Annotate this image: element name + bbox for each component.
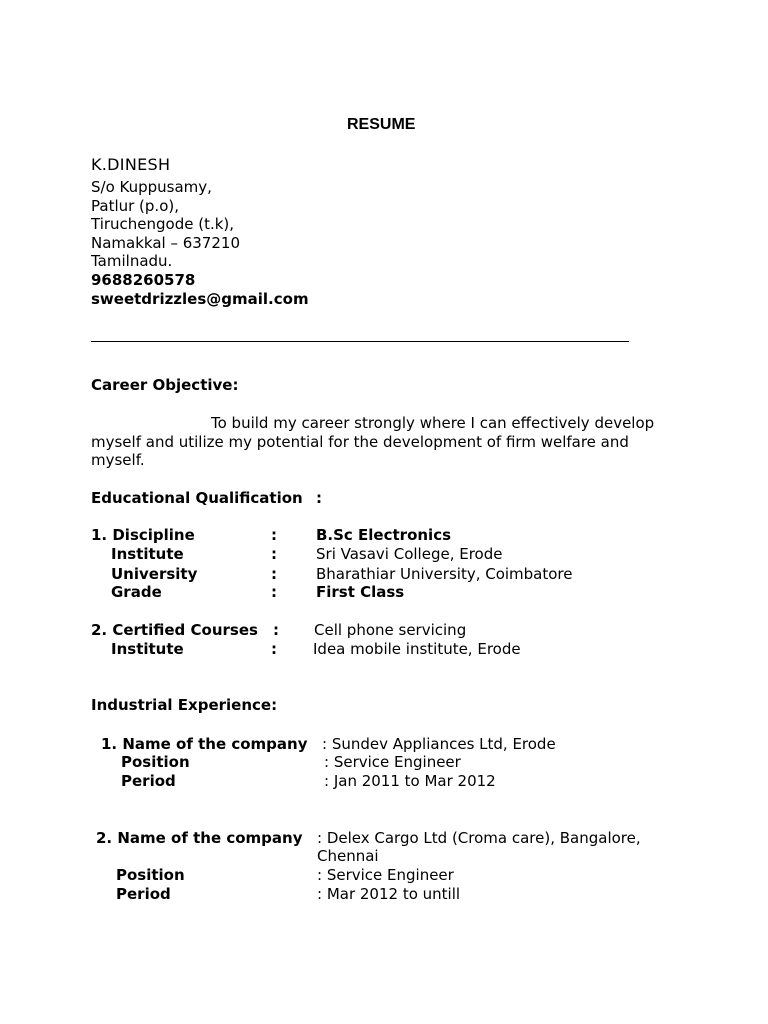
certified-courses-value: Cell phone servicing	[314, 621, 467, 639]
phone-number: 9688260578	[91, 271, 196, 289]
career-objective-heading: Career Objective:	[91, 376, 239, 394]
company-value-continued: Chennai	[317, 847, 379, 865]
position-label: Position	[116, 866, 185, 884]
address-line: Patlur (p.o),	[91, 197, 179, 215]
education-heading: Educational Qualification	[91, 489, 303, 507]
certified-courses-label: 2. Certified Courses	[91, 621, 258, 639]
position-value: : Service Engineer	[317, 866, 454, 884]
field-colon: :	[271, 565, 277, 583]
discipline-label: 1. Discipline	[91, 526, 195, 544]
period-label: Period	[116, 885, 171, 903]
institute-label: Institute	[111, 545, 184, 563]
education-heading-colon: :	[316, 489, 322, 507]
address-line: Tiruchengode (t.k),	[91, 215, 235, 233]
company-value: : Sundev Appliances Ltd, Erode	[322, 735, 556, 753]
address-line: S/o Kuppusamy,	[91, 178, 212, 196]
period-value: : Mar 2012 to untill	[317, 885, 461, 903]
company-label: 2. Name of the company	[96, 829, 303, 847]
experience-heading: Industrial Experience:	[91, 696, 278, 714]
position-value: : Service Engineer	[324, 753, 461, 771]
grade-value: First Class	[316, 583, 405, 601]
period-value: : Jan 2011 to Mar 2012	[324, 772, 496, 790]
email-address: sweetdrizzles@gmail.com	[91, 290, 309, 308]
field-colon: :	[271, 545, 277, 563]
objective-line: To build my career strongly where I can effectively develop	[211, 414, 655, 432]
institute-value: Sri Vasavi College, Erode	[316, 545, 503, 563]
candidate-name: K.DINESH	[91, 155, 171, 174]
period-label: Period	[121, 772, 176, 790]
university-value: Bharathiar University, Coimbatore	[316, 565, 573, 583]
horizontal-rule	[91, 341, 629, 342]
university-label: University	[111, 565, 198, 583]
address-line: Namakkal – 637210	[91, 234, 240, 252]
discipline-value: B.Sc Electronics	[316, 526, 452, 544]
company-value: : Delex Cargo Ltd (Croma care), Bangalore,	[317, 829, 641, 847]
field-colon: :	[271, 583, 277, 601]
courses-institute-value: Idea mobile institute, Erode	[313, 640, 521, 658]
address-line: Tamilnadu.	[91, 252, 173, 270]
objective-line: myself and utilize my potential for the development of firm welfare and	[91, 433, 629, 451]
grade-label: Grade	[111, 583, 162, 601]
position-label: Position	[121, 753, 190, 771]
field-colon: :	[273, 621, 279, 639]
objective-line: myself.	[91, 451, 145, 469]
field-colon: :	[271, 640, 277, 658]
field-colon: :	[271, 526, 277, 544]
resume-title: RESUME	[347, 116, 416, 133]
courses-institute-label: Institute	[111, 640, 184, 658]
company-label: 1. Name of the company	[101, 735, 308, 753]
